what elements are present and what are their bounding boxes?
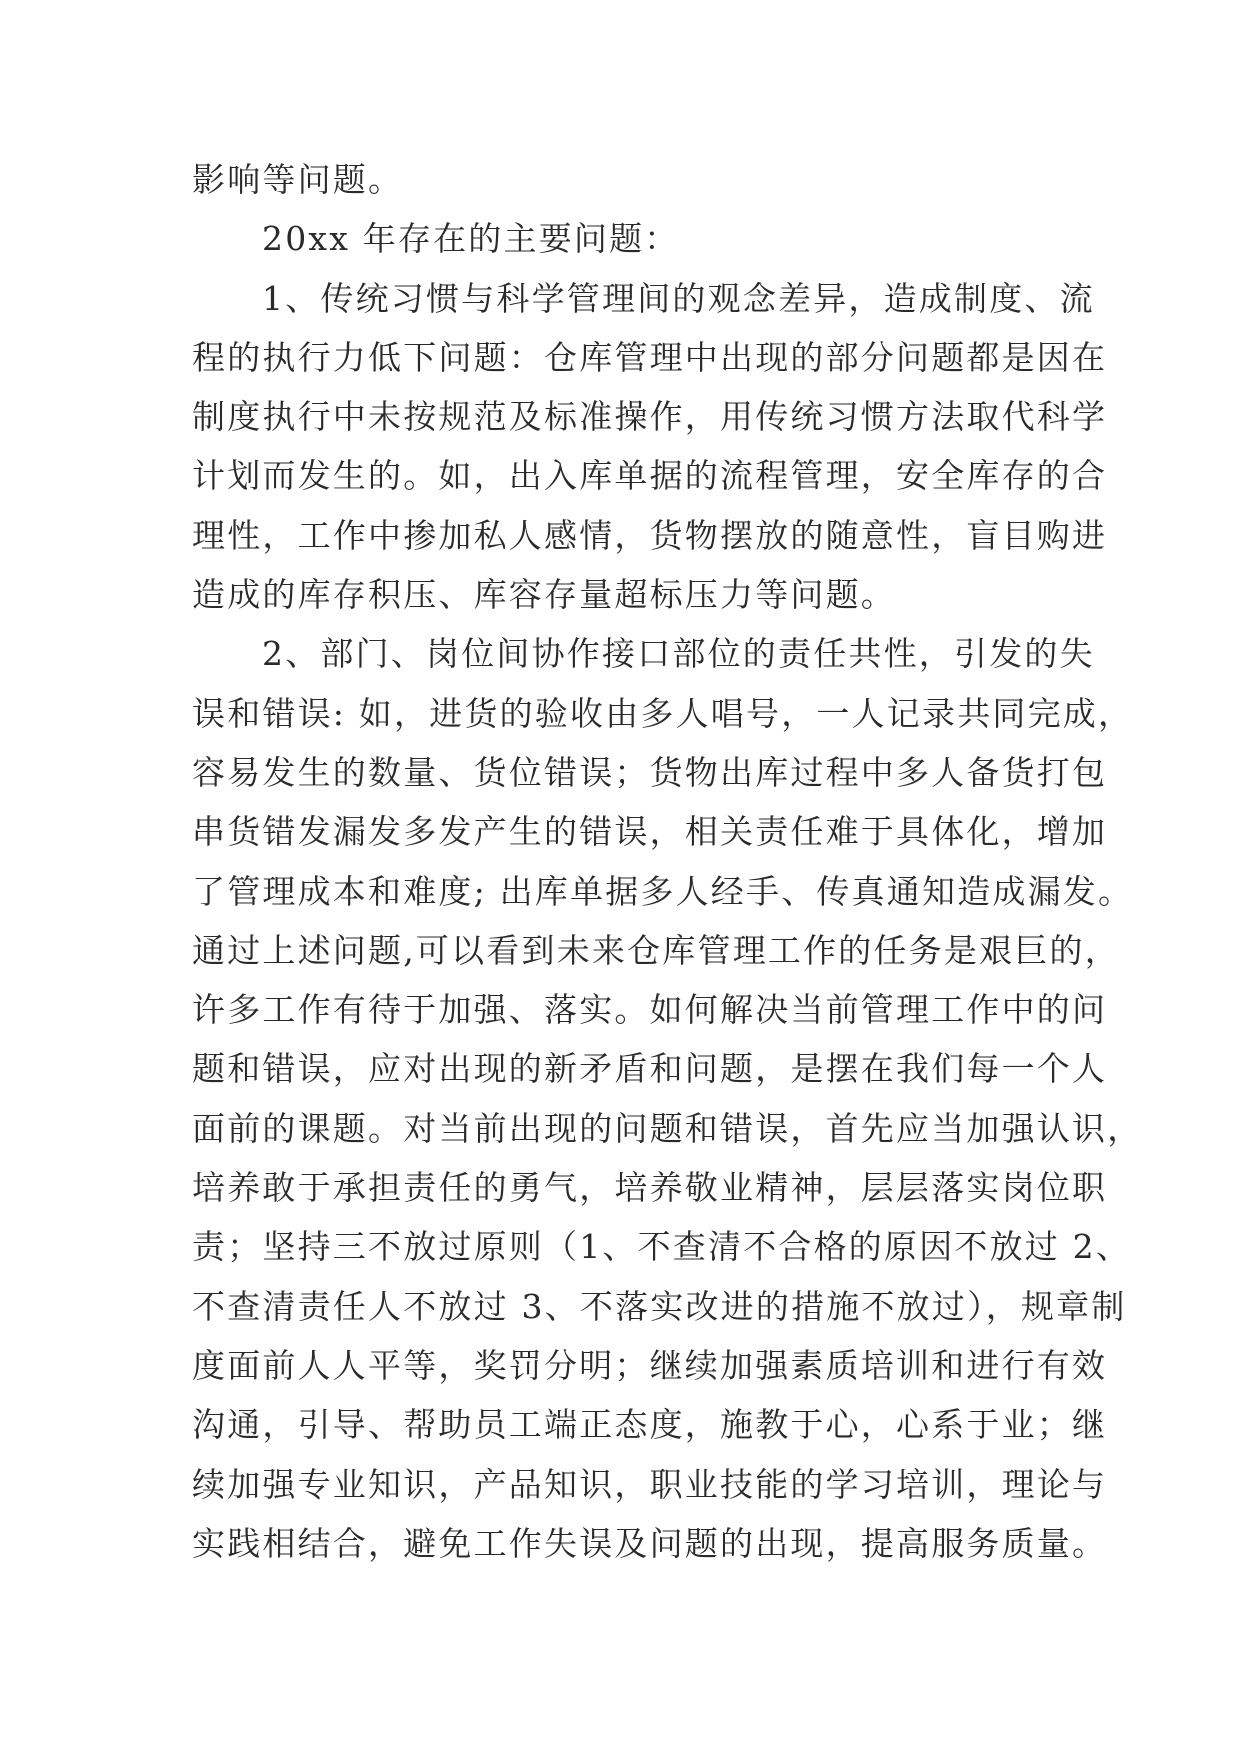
text-line: 容易发生的数量、货位错误；货物出库过程中多人备货打包 xyxy=(192,752,1108,792)
text-line: 通过上述问题,可以看到未来仓库管理工作的任务是艰巨的， xyxy=(192,930,1120,970)
text-line: 不查清责任人不放过 3、不落实改进的措施不放过），规章制 xyxy=(192,1286,1127,1326)
text-line: 沟通，引导、帮助员工端正态度，施教于心，心系于业；继 xyxy=(192,1405,1108,1445)
text-line: 许多工作有待于加强、落实。如何解决当前管理工作中的问 xyxy=(192,990,1108,1030)
text-line: 了管理成本和难度; 出库单据多人经手、传真通知造成漏发。 xyxy=(192,871,1134,911)
text-line: 程的执行力低下问题：仓库管理中出现的部分问题都是因在 xyxy=(192,337,1108,377)
text-line: 串货错发漏发多发产生的错误，相关责任难于具体化，增加 xyxy=(192,812,1108,852)
text-line: 制度执行中未按规范及标准操作，用传统习惯方法取代科学 xyxy=(192,397,1108,437)
text-line: 责；坚持三不放过原则（1、不查清不合格的原因不放过 2、 xyxy=(192,1227,1132,1267)
text-line: 实践相结合，避免工作失误及问题的出现，提高服务质量。 xyxy=(192,1523,1108,1563)
text-line: 1、传统习惯与科学管理间的观念差异，造成制度、流 xyxy=(262,278,1095,318)
text-line: 造成的库存积压、库容存量超标压力等问题。 xyxy=(192,575,896,615)
text-line: 2、部门、岗位间协作接口部位的责任共性，引发的失 xyxy=(262,634,1095,674)
text-line: 续加强专业知识，产品知识，职业技能的学习培训，理论与 xyxy=(192,1464,1108,1504)
text-line: 误和错误: 如，进货的验收由多人唱号，一人记录共同完成， xyxy=(192,693,1134,733)
text-line: 面前的课题。对当前出现的问题和错误，首先应当加强认识， xyxy=(192,1108,1143,1148)
document-body xyxy=(192,150,1143,1573)
text-line: 计划而发生的。如，出入库单据的流程管理，安全库存的合 xyxy=(192,456,1108,496)
text-line: 题和错误，应对出现的新矛盾和问题，是摆在我们每一个人 xyxy=(192,1049,1108,1089)
text-line: 影响等问题。 xyxy=(192,160,404,199)
text-line: 度面前人人平等，奖罚分明；继续加强素质培训和进行有效 xyxy=(192,1345,1108,1385)
text-line: 培养敢于承担责任的勇气，培养敬业精神，层层落实岗位职 xyxy=(192,1168,1108,1208)
text-line: 理性，工作中掺加私人感情，货物摆放的随意性，盲目购进 xyxy=(192,515,1108,555)
text-line: 20xx 年存在的主要问题： xyxy=(262,219,680,259)
